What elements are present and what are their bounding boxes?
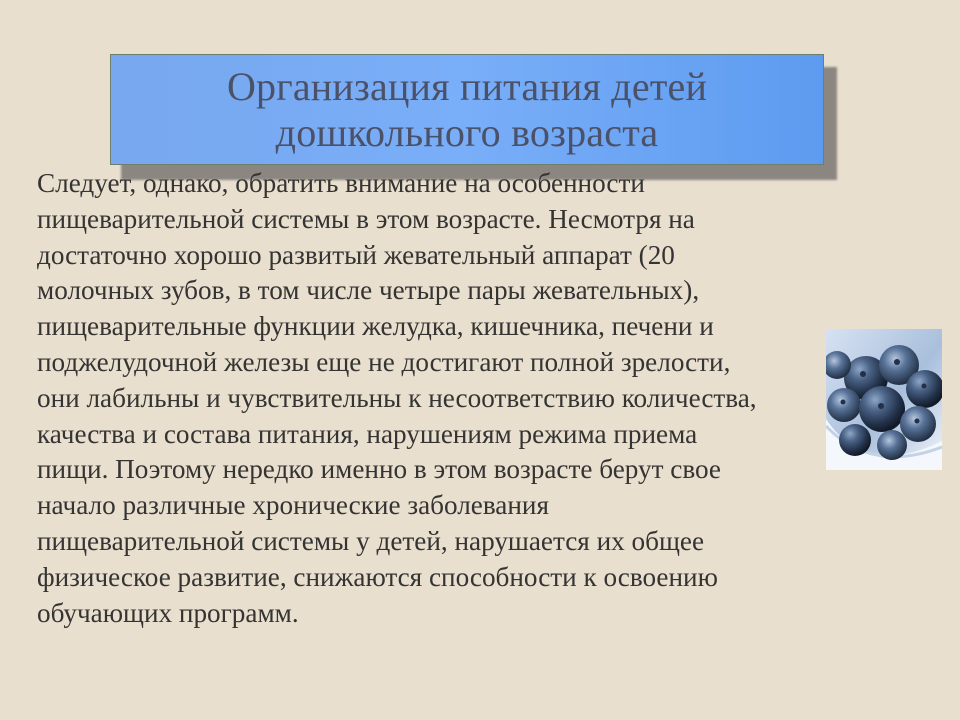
blueberries-photo	[826, 329, 942, 470]
title-box	[110, 54, 824, 165]
slide-title: Организация питания детей дошкольного возраста	[226, 63, 708, 155]
blueberries-icon	[826, 329, 942, 470]
body-paragraph: Следует, однако, обратить внимание на особенности пищеварительной системы в этом возрасте. Несмотря на достаточно хорошо развитый жевательный аппарат (20 молочных зубов, в том числе четыре пары жевательных), пищеварительные функции желудка, кишечника, печени и поджелудочной железы еще не достигают полной зрелости, они лабильны и чувствительны к несоответствию количества, качества и состава питания, нарушениям режима приема пищи. Поэтому нередко именно в этом возрасте берут свое начало различные хронические заболевания пищеварительной системы у детей, нарушается их общее физическое развитие, снижаются способности к освоению обучающих программ.	[37, 168, 757, 628]
